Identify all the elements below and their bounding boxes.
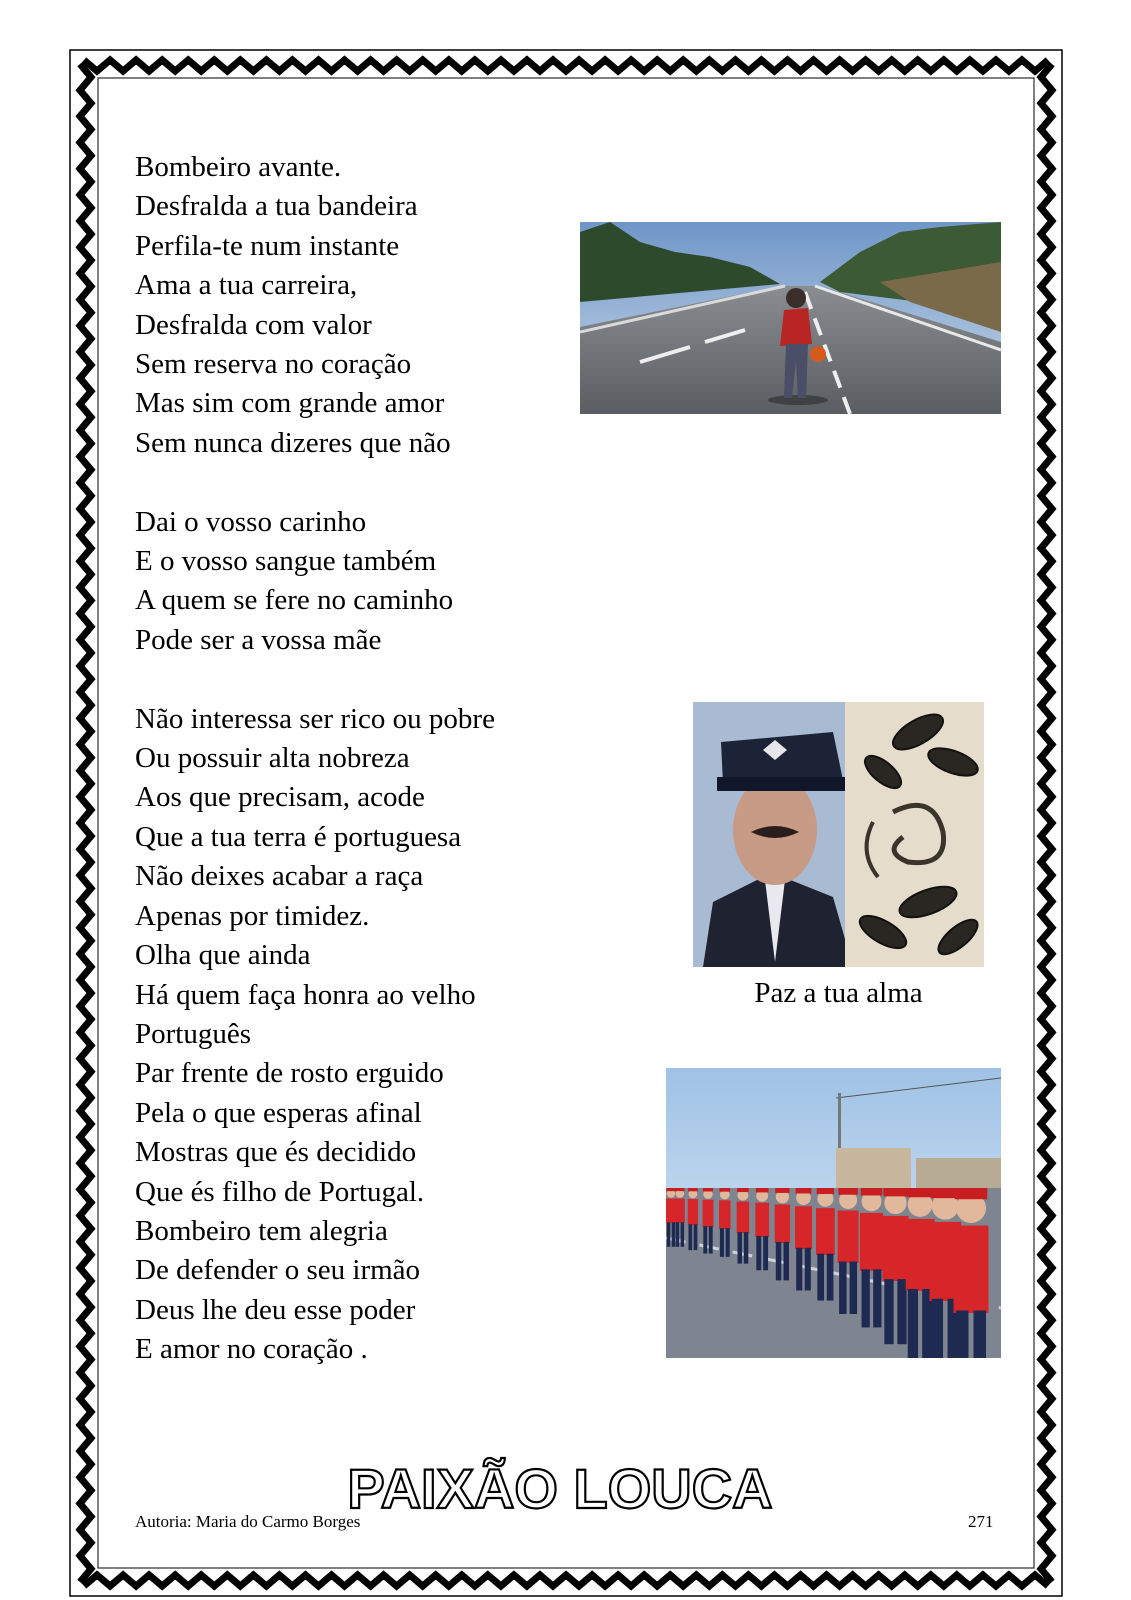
poem-line: Pode ser a vossa mãe <box>135 623 382 656</box>
poem-line: Mostras que és decidido <box>135 1136 417 1169</box>
poem-text <box>135 148 495 1370</box>
poem-line: Não deixes acabar a raça <box>135 860 424 893</box>
border-zigzag <box>1041 64 1052 1582</box>
page-number: 271 <box>968 1512 994 1531</box>
poem-line: Mas sim com grande amor <box>135 387 445 420</box>
poem-line: Bombeiro avante. <box>135 151 342 183</box>
poem-line: Há quem faça honra ao velho <box>135 978 476 1011</box>
poem-line: Aos que precisam, acode <box>135 781 425 814</box>
poem-line: Deus lhe deu esse poder <box>135 1293 416 1326</box>
poem-line: A quem se fere no caminho <box>135 584 454 617</box>
poem-line: Ama a tua carreira, <box>135 269 358 302</box>
poem-line: E o vosso sangue também <box>135 545 437 578</box>
poem-line: Dai o vosso carinho <box>135 505 367 538</box>
stanza-break <box>135 463 495 502</box>
poem-line: Perfila-te num instante <box>135 229 400 262</box>
stanza-break <box>135 660 495 699</box>
poem-line: Pela o que esperas afinal <box>135 1096 422 1129</box>
poem-line: Apenas por timidez. <box>135 899 370 932</box>
poem-line: Não interessa ser rico ou pobre <box>135 702 495 735</box>
poem-line: Que a tua terra é portuguesa <box>135 820 462 853</box>
firefighter-road-photo <box>580 222 1001 414</box>
poem-line: Que és filho de Portugal. <box>135 1175 425 1208</box>
poem-line: Desfralda com valor <box>135 308 372 341</box>
poem-line: Olha que ainda <box>135 939 311 972</box>
poem-line: Par frente de rosto erguido <box>135 1057 444 1090</box>
poem-line: Português <box>135 1017 251 1050</box>
author-credit: Autoria: Maria do Carmo Borges <box>135 1512 361 1531</box>
poem-title <box>270 1450 850 1520</box>
poem-line: De defender o seu irmão <box>135 1254 421 1287</box>
border-zigzag <box>84 1575 1048 1586</box>
firefighter-portrait-photo <box>693 702 984 967</box>
poem-line: Ou possuir alta nobreza <box>135 742 410 775</box>
border-zigzag <box>84 60 1048 71</box>
poem-line: Sem reserva no coração <box>135 348 412 381</box>
poem-line: E amor no coração . <box>135 1333 368 1366</box>
poem-line: Desfralda a tua bandeira <box>135 190 418 223</box>
poem-line: Sem nunca dizeres que não <box>135 426 451 459</box>
firefighters-parade-photo <box>666 1068 1001 1358</box>
border-zigzag <box>80 64 91 1582</box>
poem-title-text: PAIXÃO LOUCA <box>347 1457 773 1520</box>
portrait-caption: Paz a tua alma <box>754 977 923 1009</box>
poem-line: Bombeiro tem alegria <box>135 1214 388 1247</box>
